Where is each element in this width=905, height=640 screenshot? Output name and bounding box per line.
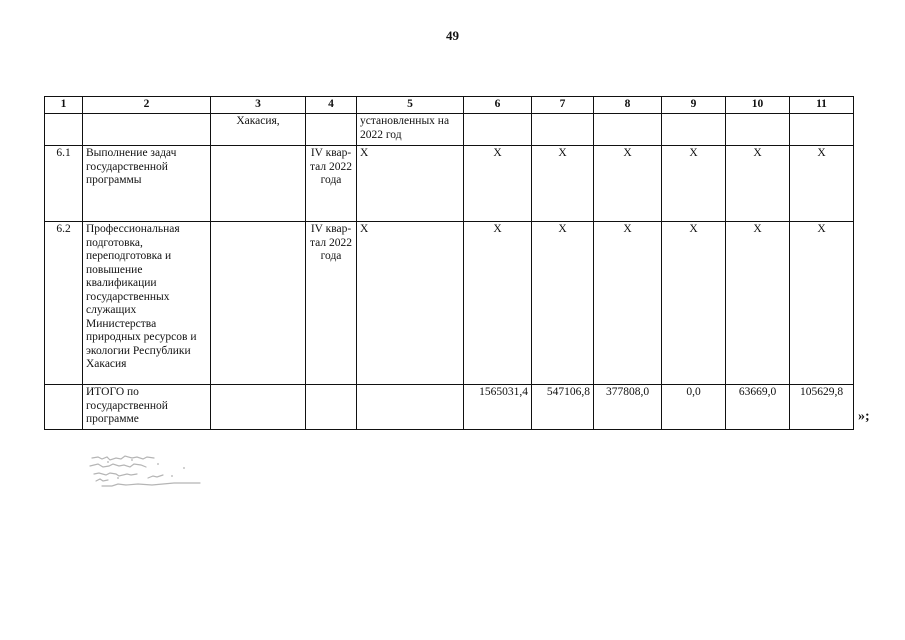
column-number: 1	[45, 97, 83, 114]
row-term: IV квар- тал 2022 года	[306, 146, 357, 222]
total-value: 547106,8	[532, 385, 594, 430]
row-executor	[211, 222, 306, 385]
row-name: Профессиональная подготовка, переподготовка и повышение квалификации государственных служащих Министерства природных ресурсов и экологии Республики Хакасия	[83, 222, 211, 385]
table-cell	[306, 385, 357, 430]
total-value: 105629,8	[790, 385, 854, 430]
row-col5: Х	[357, 146, 464, 222]
table-row	[45, 222, 854, 385]
page-number: 49	[446, 28, 459, 43]
row-name: Выполнение задач государственной программы	[83, 146, 211, 222]
column-number: 6	[464, 97, 532, 114]
table-row	[45, 146, 854, 222]
column-number: 2	[83, 97, 211, 114]
table-cell	[662, 114, 726, 146]
continuation-col5: установленных на 2022 год	[357, 114, 464, 146]
table-cell	[45, 114, 83, 146]
row-number: 6.2	[45, 222, 83, 385]
total-value: 377808,0	[594, 385, 662, 430]
row-value: Х	[662, 222, 726, 385]
closing-quote: »;	[858, 409, 870, 424]
total-value: 63669,0	[726, 385, 790, 430]
faint-stamp-mark	[88, 448, 206, 494]
continuation-executor: Хакасия,	[211, 114, 306, 146]
row-value: Х	[790, 222, 854, 385]
column-number-row	[45, 97, 854, 114]
row-value: Х	[662, 146, 726, 222]
row-value: Х	[464, 222, 532, 385]
table-cell	[306, 114, 357, 146]
table-cell	[532, 114, 594, 146]
table-cell	[357, 385, 464, 430]
table-cell	[211, 385, 306, 430]
table-cell	[45, 385, 83, 430]
row-value: Х	[532, 146, 594, 222]
table-cell	[464, 114, 532, 146]
column-number: 8	[594, 97, 662, 114]
row-value: Х	[790, 146, 854, 222]
row-value: Х	[594, 146, 662, 222]
row-value: Х	[726, 222, 790, 385]
row-col5: Х	[357, 222, 464, 385]
column-number: 5	[357, 97, 464, 114]
table-cell	[790, 114, 854, 146]
row-value: Х	[594, 222, 662, 385]
row-number: 6.1	[45, 146, 83, 222]
total-row	[45, 385, 854, 430]
row-value: Х	[532, 222, 594, 385]
row-value: Х	[464, 146, 532, 222]
total-label: ИТОГО по государственной программе	[83, 385, 211, 430]
column-number: 9	[662, 97, 726, 114]
column-number: 11	[790, 97, 854, 114]
column-number: 7	[532, 97, 594, 114]
row-value: Х	[726, 146, 790, 222]
program-table	[44, 96, 854, 430]
continuation-row	[45, 114, 854, 146]
table-cell	[594, 114, 662, 146]
row-executor	[211, 146, 306, 222]
table-cell	[83, 114, 211, 146]
column-number: 10	[726, 97, 790, 114]
total-value: 1565031,4	[464, 385, 532, 430]
row-term: IV квар- тал 2022 года	[306, 222, 357, 385]
table-cell	[726, 114, 790, 146]
column-number: 4	[306, 97, 357, 114]
total-value: 0,0	[662, 385, 726, 430]
column-number: 3	[211, 97, 306, 114]
